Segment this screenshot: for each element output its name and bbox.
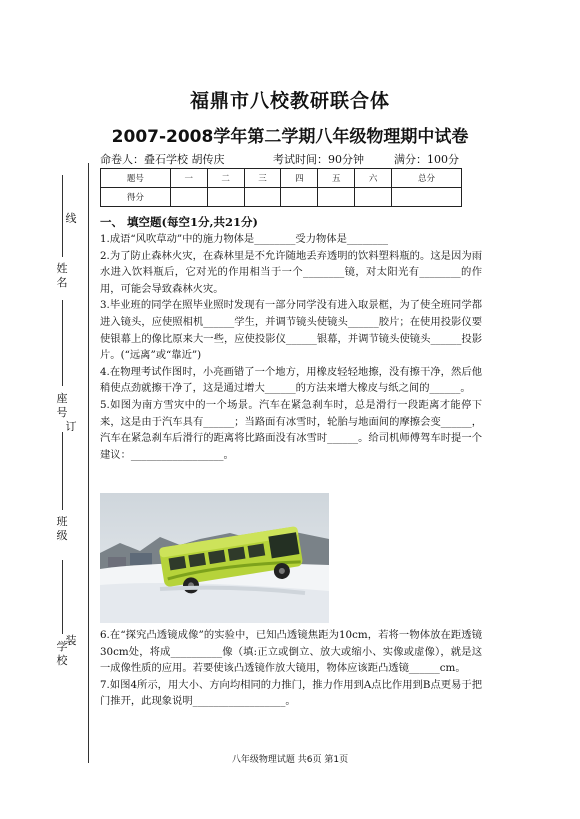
score-header-cell: 三 <box>244 169 281 188</box>
question-2: 2.为了防止森林火灾，在森林里是不允许随地丢弃透明的饮料塑料瓶的。这是因为雨水进入饮料瓶后，它对光的作用相当于一个________镜，对太阳光有________的作用，可能会导致森林火灾。 <box>100 249 482 295</box>
seal-char-zhuang: 装 <box>65 634 77 647</box>
questions-block-2 <box>100 627 482 710</box>
side-field-school: 学校 <box>56 640 68 667</box>
seal-char-ding: 订 <box>65 420 77 433</box>
name-write-line <box>62 175 63 257</box>
score-table <box>100 168 462 207</box>
question-3: 3.毕业班的同学在照毕业照时发现有一部分同学没有进入取景框，为了使全班同学都进入镜头，应使照相机______学生，并调节镜头使镜头______胶片；在使用投影仪要使银幕上的像比原来大一些，应使投影仪______银幕，并调节镜头使镜头______投影片。(“远离”或“靠近”) <box>100 299 482 362</box>
score-cell[interactable] <box>392 188 462 207</box>
score-cell[interactable] <box>207 188 244 207</box>
score-cell[interactable] <box>170 188 207 207</box>
score-header-cell: 总分 <box>392 169 462 188</box>
seat-write-line <box>62 300 63 386</box>
full-score: 满分：100分 <box>394 153 459 166</box>
question-5: 5.如图为南方雪灾中的一个场景。汽车在紧急刹车时，总是滑行一段距离才能停下来，这是由于汽车具有______；当路面有冰雪时，轮胎与地面间的摩擦会变______，汽车在紧急刹车后滑行的距离将比路面没有冰雪时______。给司机师傅驾车时提一个建议：__________________。 <box>100 398 482 461</box>
snow-bus-photo <box>100 493 329 623</box>
page-footer: 八年级物理试题 共6页 第1页 <box>231 755 349 765</box>
side-field-name: 姓名 <box>56 262 68 289</box>
school-write-line <box>62 560 63 634</box>
seal-char-xian: 线 <box>65 212 77 225</box>
question-1: 1.成语“风吹草动”中的施力物体是________受力物体是________ <box>100 233 389 245</box>
score-header-cell: 五 <box>318 169 355 188</box>
score-header-cell: 二 <box>207 169 244 188</box>
question-7: 7.如图4所示，用大小、方向均相同的力推门，推力作用到A点比作用到B点更易于把门推开，此现象说明__________________。 <box>100 678 482 708</box>
binding-line <box>88 163 89 763</box>
class-write-line <box>62 432 63 510</box>
score-row-label: 得分 <box>101 188 171 207</box>
org-title: 福鼎市八校教研联合体 <box>189 90 390 112</box>
side-field-seat: 座号 <box>56 392 68 419</box>
exam-title: 2007-2008学年第二学期八年级物理期中试卷 <box>111 127 469 147</box>
score-header-cell: 题号 <box>101 169 171 188</box>
question-6: 6.在“探究凸透镜成像”的实验中，已知凸透镜焦距为10cm，若将一物体放在距透镜30cm处，将成__________像（填:正立或倒立、放大或缩小、实像或虚像），就是这一成像性质的应用。若要使该凸透镜作放大镜用，物体应该距凸透镜______cm。 <box>100 629 482 675</box>
side-field-class: 班级 <box>56 515 68 542</box>
section-title: 一、 填空题(每空1分,共21分) <box>100 215 258 229</box>
exam-time: 考试时间：90分钟 <box>273 153 364 166</box>
question-4: 4.在物理考试作图时，小亮画错了一个地方，用橡皮轻轻地擦，没有擦干净，然后他稍使点劲就擦干净了，这是通过增大______的方法来增大橡皮与纸之间的______。 <box>100 365 482 395</box>
score-header-cell: 六 <box>355 169 392 188</box>
score-header-cell: 四 <box>281 169 318 188</box>
score-cell[interactable] <box>318 188 355 207</box>
questions-block-1 <box>100 231 482 463</box>
score-cell[interactable] <box>281 188 318 207</box>
score-cell[interactable] <box>244 188 281 207</box>
author-line: 命卷人：叠石学校 胡传庆 <box>100 153 225 166</box>
score-header-cell: 一 <box>170 169 207 188</box>
score-cell[interactable] <box>355 188 392 207</box>
